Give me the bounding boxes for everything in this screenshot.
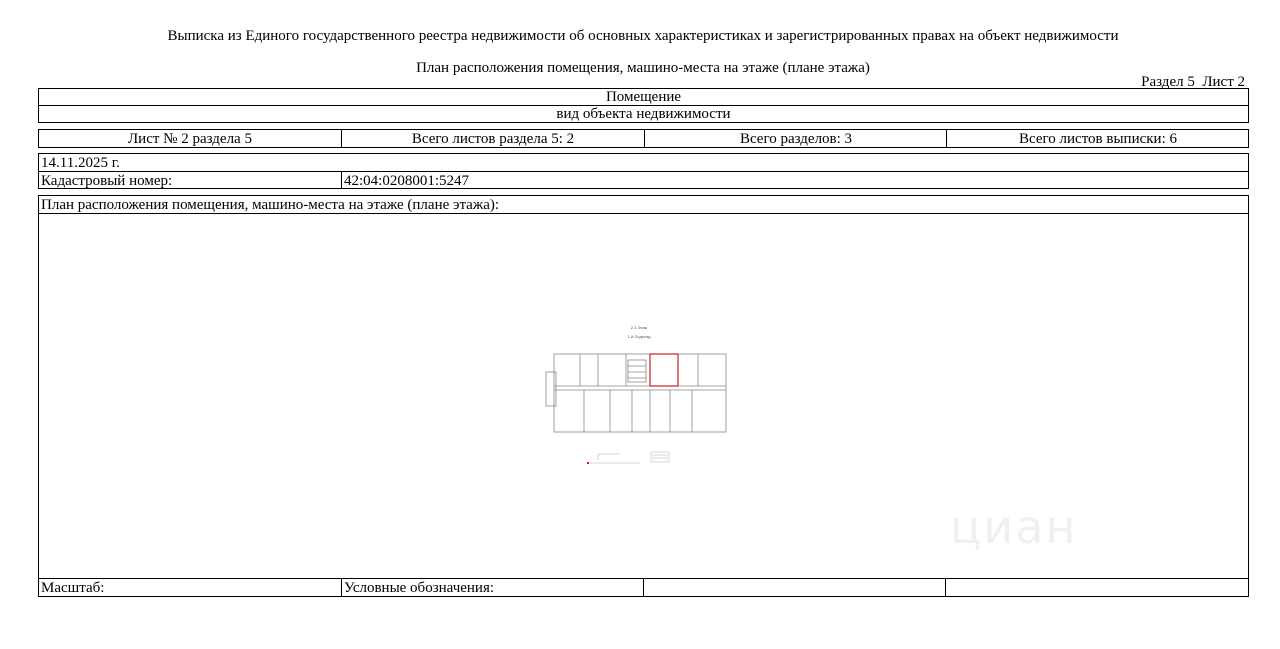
- object-kind: вид объекта недвижимости: [556, 106, 731, 122]
- building-outline: [546, 354, 726, 432]
- total-section-sheets: Всего листов раздела 5: 2: [411, 131, 575, 147]
- total-extract-sheets: Всего листов выписки: 6: [1019, 131, 1177, 147]
- object-name: Помещение: [605, 89, 682, 105]
- cadastral-label: Кадастровый номер:: [41, 173, 173, 189]
- plan-legend-marks: [588, 452, 669, 463]
- plan-caption-floor: 2-4 Этаж: [630, 325, 648, 330]
- legend-label: Условные обозначения:: [344, 580, 495, 596]
- scale-label: Масштаб:: [41, 580, 105, 596]
- highlighted-room: [650, 354, 678, 386]
- section-reference: Раздел 5 Лист 2: [1141, 74, 1245, 90]
- extract-date: 14.11.2025 г.: [41, 155, 120, 171]
- total-sections: Всего разделов: 3: [739, 131, 853, 147]
- floor-plan-drawing: [540, 320, 740, 470]
- sheet-number: Лист № 2 раздела 5: [128, 131, 252, 147]
- cadastral-number: 42:04:0208001:5247: [344, 173, 470, 189]
- plan-label: План расположения помещения, машино-места на этаже (плане этажа):: [41, 197, 500, 213]
- sheets-row: [38, 129, 1249, 148]
- plan-caption-entrance: 1-й Подъезд: [627, 334, 651, 339]
- object-box: [38, 88, 1249, 123]
- document-title: Выписка из Единого государственного реестра недвижимости об основных характеристиках и зарегистрированных правах на объект недвижимости: [167, 28, 1119, 44]
- watermark-logo: циан: [950, 500, 1078, 554]
- document-subtitle: План расположения помещения, машино-места на этаже (плане этажа): [416, 60, 870, 76]
- info-box: [38, 153, 1249, 189]
